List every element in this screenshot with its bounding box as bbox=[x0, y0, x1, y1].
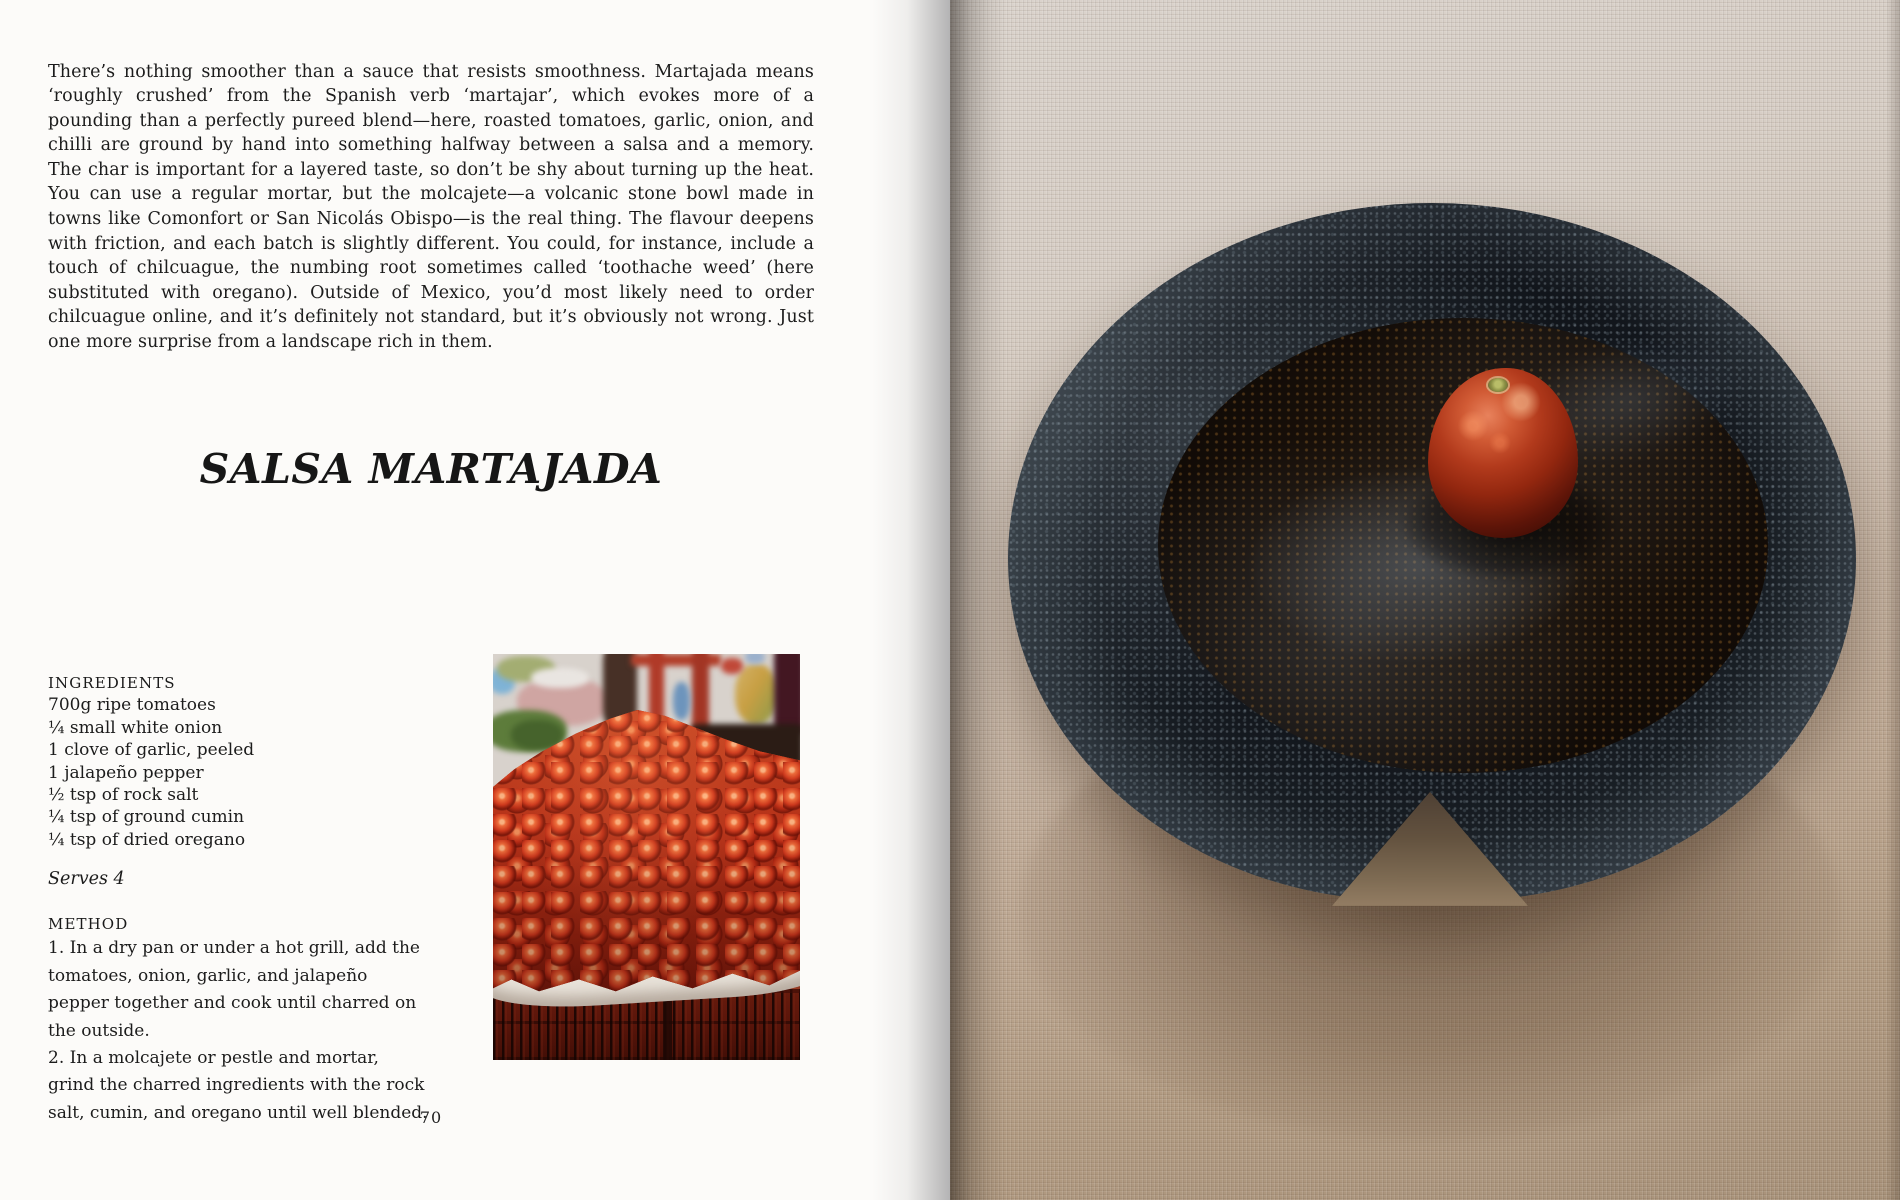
tomato-pile bbox=[493, 710, 800, 1006]
market-blur-bottles bbox=[735, 664, 777, 724]
method-step: 1. In a dry pan or under a hot grill, add the tomatoes, onion, garlic, and jalapeño pepper together and cook until charred on the outside. bbox=[48, 938, 420, 1041]
ingredient-item: ½ tsp of rock salt bbox=[48, 785, 199, 806]
spine-shadow bbox=[950, 0, 1006, 1200]
ingredient-item: 700g ripe tomatoes bbox=[48, 695, 216, 716]
ingredient-item: 1 jalapeño pepper bbox=[48, 762, 204, 783]
ingredient-item: ¼ small white onion bbox=[48, 717, 223, 738]
chili-stem bbox=[1488, 378, 1508, 392]
molcajete-photo-page bbox=[950, 0, 1900, 1200]
page-edge-shadow bbox=[1886, 0, 1900, 1200]
method-step: 2. In a molcajete or pestle and mortar, grind the charred ingredients with the rock salt, cumin, and oregano until well blended. bbox=[48, 1048, 428, 1123]
tomato-market-photo bbox=[493, 654, 800, 1060]
market-blur-blue-item bbox=[745, 654, 765, 664]
gutter-shadow bbox=[872, 0, 950, 1200]
intro-paragraph: There’s nothing smoother than a sauce that resists smoothness. Martajada means ‘roughly crushed’ from the Spanish verb ‘martajar’, which evokes more of a pounding than a perfectly pureed blend—here, roasted tomatoes, garlic, onion, and chilli are ground by hand into something halfway between a salsa and a memory. The char is important for a layered taste, so don’t be shy about turning up the heat. You can use a regular mortar, but the molcajete—a volcanic stone bowl made in towns like Comonfort or San Nicolás Obispo—is the real thing. The flavour deepens with friction, and each batch is slightly different. You could, for instance, include a touch of chilcuague, the numbing root sometimes called ‘toothache weed’ (here substituted with oregano). Outside of Mexico, you’d most likely need to order chilcuague online, and it’s definitely not standard, but it’s obviously not wrong. Just one more surprise from a landscape rich in them. bbox=[48, 61, 814, 353]
ingredient-item: ¼ tsp of dried oregano bbox=[48, 829, 246, 850]
market-blur-white-cloth bbox=[531, 668, 589, 688]
method-section bbox=[48, 913, 430, 1127]
ingredients-section bbox=[48, 672, 428, 851]
ingredient-item: 1 clove of garlic, peeled bbox=[48, 740, 255, 761]
recipe-title: SALSA MARTAJADA bbox=[199, 445, 663, 493]
market-blur-red-item bbox=[721, 658, 743, 674]
market-blur-dark-bag bbox=[774, 654, 800, 734]
page-number: 70 bbox=[419, 1108, 443, 1127]
ingredient-item: ¼ tsp of ground cumin bbox=[48, 807, 245, 828]
market-blur-blue-person bbox=[673, 682, 690, 720]
method-heading: METHOD bbox=[48, 915, 129, 933]
ingredients-heading: INGREDIENTS bbox=[48, 674, 176, 692]
serves-note: Serves 4 bbox=[48, 869, 125, 889]
